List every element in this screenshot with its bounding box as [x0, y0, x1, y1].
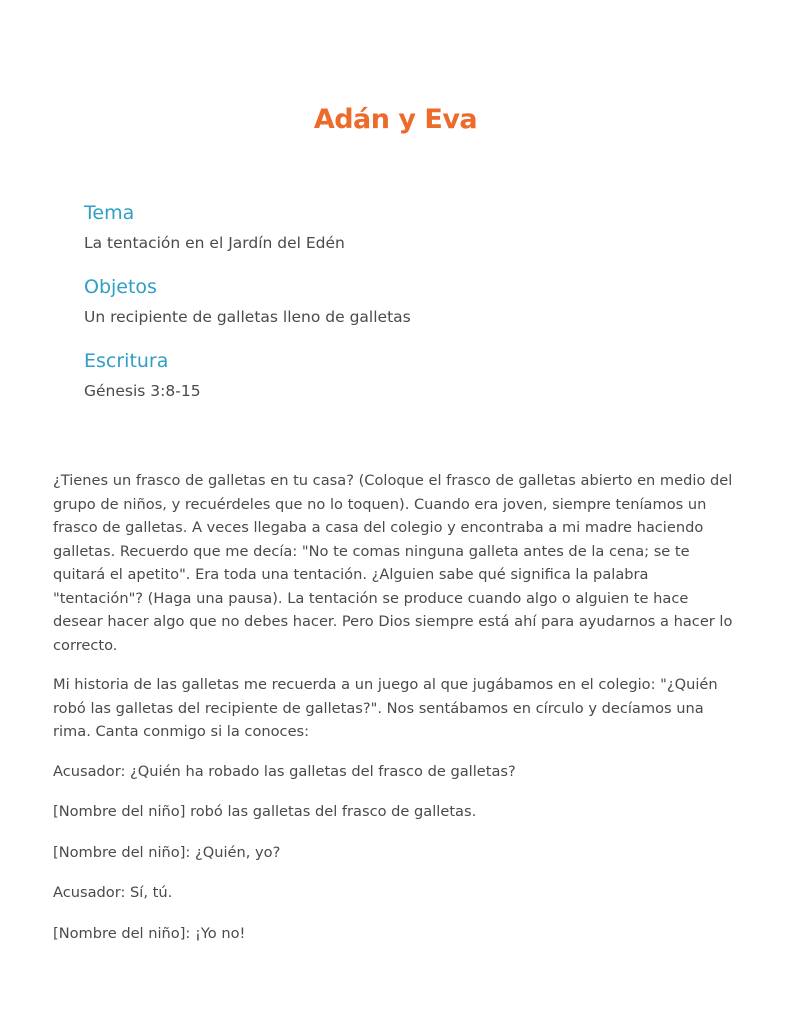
lesson-body [53, 469, 741, 962]
meta-escritura-value: Génesis 3:8-15 [84, 382, 201, 400]
rhyme-line: [Nombre del niño]: ¿Quién, yo? [53, 843, 281, 861]
lesson-meta [84, 200, 724, 422]
meta-escritura-heading: Escritura [84, 350, 169, 372]
rhyme-line: [Nombre del niño] robó las galletas del frasco de galletas. [53, 803, 477, 820]
rhyme-line: Acusador: Sí, tú. [53, 884, 173, 901]
meta-objetos [84, 274, 724, 328]
rhyme-line: Acusador: ¿Quién ha robado las galletas del frasco de galletas? [53, 762, 516, 780]
page-title: Adán y Eva [313, 104, 478, 135]
meta-tema [84, 200, 724, 254]
meta-objetos-heading: Objetos [84, 276, 157, 298]
meta-tema-heading: Tema [84, 202, 135, 224]
body-paragraph-2: Mi historia de las galletas me recuerda a un juego al que jugábamos en el colegio: "¿Quién robó las galletas del recipiente de galletas?". Nos sentábamos en círculo y decíamos una rima. Canta conmigo si la conoces: [53, 676, 718, 740]
rhyme-line: [Nombre del niño]: ¡Yo no! [53, 924, 246, 942]
body-paragraph-1: ¿Tienes un frasco de galletas en tu casa? (Coloque el frasco de galletas abierto en medio del grupo de niños, y recuérdeles que no lo toquen). Cuando era joven, siempre teníamos un frasco de galletas. A veces llegaba a casa del colegio y encontraba a mi madre haciendo galletas. Recuerdo que me decía: "No te comas ninguna galleta antes de la cena; se te quitará el apetito". Era toda una tentación. ¿Alguien sabe qué significa la palabra "tentación"? (Haga una pausa). La tentación se produce cuando algo o alguien te hace desear hacer algo que no debes hacer. Pero Dios siempre está ahí para ayudarnos a hacer lo correcto. [53, 472, 733, 654]
meta-objetos-value: Un recipiente de galletas lleno de galletas [84, 308, 411, 326]
meta-tema-value: La tentación en el Jardín del Edén [84, 234, 345, 252]
meta-escritura [84, 348, 724, 402]
